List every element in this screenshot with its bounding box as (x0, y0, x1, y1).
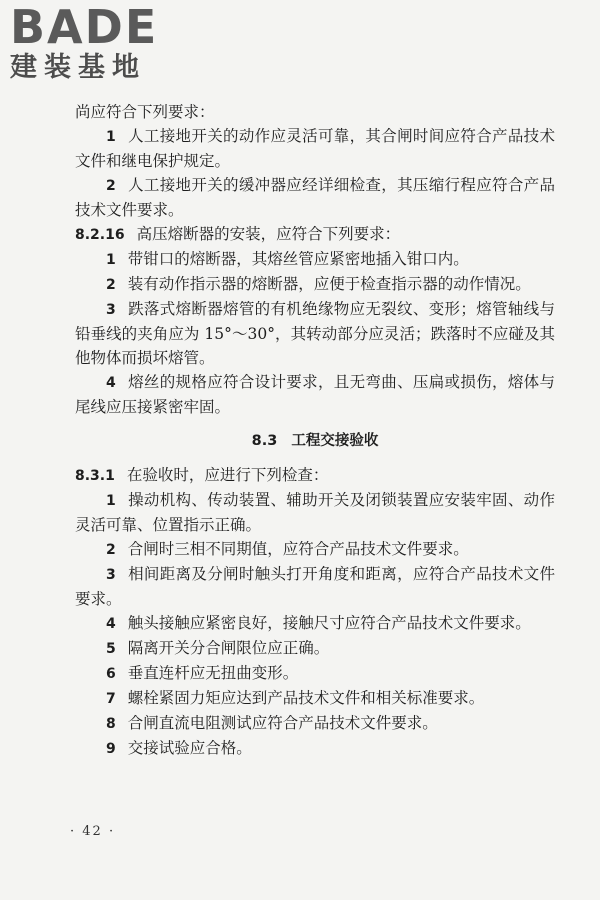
list-item: 1 操动机构、传动装置、辅助开关及闭锁装置应安装牢固、动作灵活可靠、位置指示正确。 (75, 491, 555, 534)
clause-8-3-1: 8.3.1 在验收时，应进行下列检查： (75, 466, 329, 484)
section-title: 工程交接验收 (291, 433, 379, 449)
list-item: 1 人工接地开关的动作应灵活可靠，其合闸时间应符合产品技术文件和继电保护规定。 (75, 127, 555, 170)
list-item: 3 相间距离及分闸时触头打开角度和距离，应符合产品技术文件要求。 (75, 565, 555, 608)
list-item: 2 装有动作指示器的熔断器，应便于检查指示器的动作情况。 (106, 275, 531, 293)
page-number: · 42 · (70, 824, 116, 839)
list-item: 9 交接试验应合格。 (106, 739, 252, 757)
brand-logo (8, 2, 178, 86)
list-item: 2 合闸时三相不同期值，应符合产品技术文件要求。 (106, 540, 469, 558)
list-item: 4 熔丝的规格应符合设计要求，且无弯曲、压扁或损伤，熔体与尾线应压接紧密牢固。 (75, 373, 555, 416)
list-item: 7 螺栓紧固力矩应达到产品技术文件和相关标准要求。 (106, 689, 485, 707)
list-item: 2 人工接地开关的缓冲器应经详细检查，其压缩行程应符合产品技术文件要求。 (75, 176, 555, 219)
section-heading (75, 429, 555, 453)
list-item: 8 合闸直流电阻测试应符合产品技术文件要求。 (106, 714, 438, 732)
clause-8-2-16: 8.2.16 高压熔断器的安装，应符合下列要求： (75, 225, 401, 243)
list-item: 3 跌落式熔断器熔管的有机绝缘物应无裂纹、变形；熔管轴线与铅垂线的夹角应为 15°～30°，其转动部分应灵活；跌落时不应碰及其他物体而损坏熔管。 (75, 300, 555, 367)
list-item: 6 垂直连杆应无扭曲变形。 (106, 664, 299, 682)
list-item: 1 带钳口的熔断器，其熔丝管应紧密地插入钳口内。 (106, 250, 469, 268)
list-item: 4 触头接触应紧密良好，接触尺寸应符合产品技术文件要求。 (106, 614, 531, 632)
section-number: 8.3 (251, 433, 278, 449)
document-body (75, 100, 555, 761)
logo-subtitle: 建装基地 (10, 52, 146, 83)
logo-wordmark: BADE (10, 0, 159, 54)
list-item: 5 隔离开关分合闸限位应正确。 (106, 639, 330, 657)
intro-line: 尚应符合下列要求： (75, 103, 215, 121)
